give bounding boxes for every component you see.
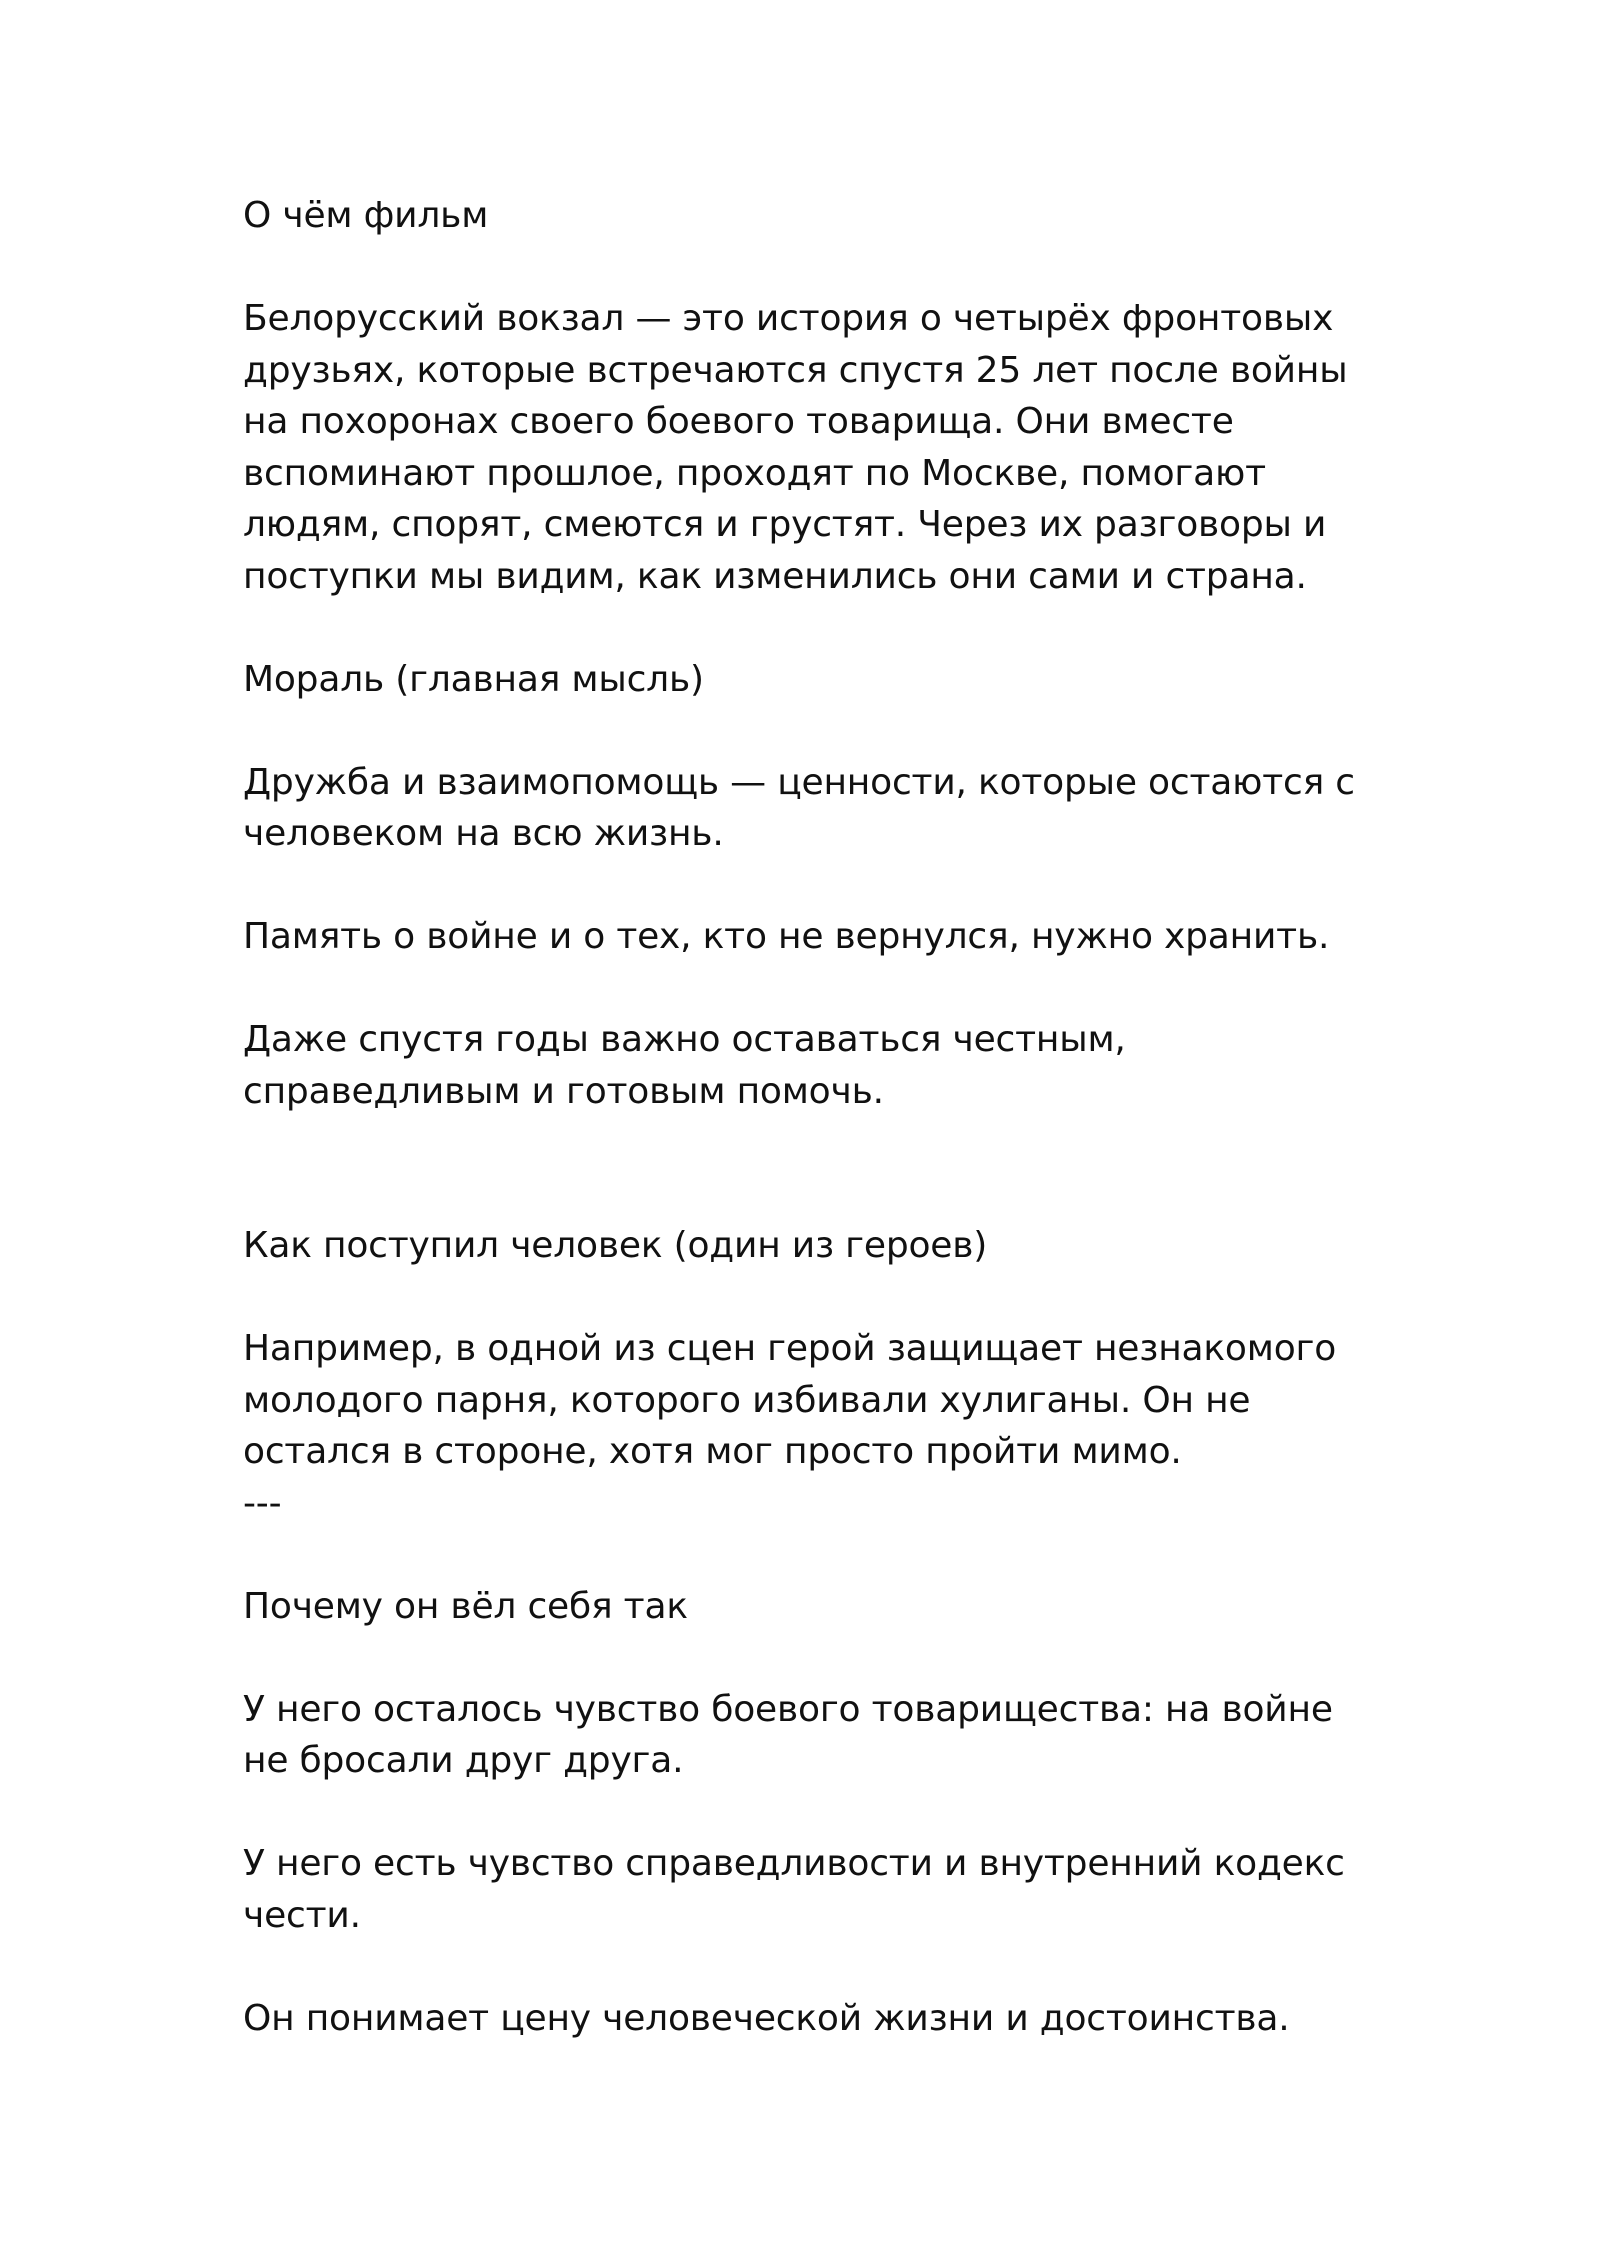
text-line: человеком на всю жизнь. (243, 813, 724, 854)
document-page (243, 190, 1393, 2096)
text-line: на похоронах своего боевого товарища. Они вместе (243, 401, 1234, 442)
paragraph-moral-3 (243, 1014, 1393, 1117)
heading-why-he-acted: Почему он вёл себя так (243, 1585, 688, 1627)
text-line: чести. (243, 1894, 361, 1936)
section-heading (243, 1581, 1393, 1633)
paragraph-moral-2 (243, 911, 1393, 963)
heading-what-the-film-is-about: О чём фильм (243, 195, 489, 236)
text-line: Он понимает цену человеческой жизни и достоинства. (243, 1997, 1290, 2039)
text-line: Даже спустя годы важно оставаться честным, (243, 1019, 1126, 1060)
text-line: Белорусский вокзал — это история о четырёх фронтовых (243, 298, 1334, 339)
paragraph-reason-1 (243, 1684, 1393, 1787)
text-line: не бросали друг друга. (243, 1740, 684, 1781)
text-line: Дружба и взаимопомощь — ценности, которые остаются с (243, 761, 1355, 803)
section-heading (243, 190, 1393, 242)
section-heading (243, 654, 1393, 706)
paragraph-hero-action (243, 1323, 1393, 1529)
text-line: У него есть чувство справедливости и внутренний кодекс (243, 1843, 1345, 1884)
heading-how-hero-acted: Как поступил человек (один из героев) (243, 1225, 988, 1266)
paragraph-reason-2 (243, 1838, 1393, 1941)
section-heading (243, 1220, 1393, 1272)
text-line: людям, спорят, смеются и грустят. Через их разговоры и (243, 504, 1327, 545)
paragraph-moral-1 (243, 757, 1393, 860)
text-line: Например, в одной из сцен герой защищает незнакомого (243, 1328, 1337, 1369)
paragraph-plot (243, 293, 1393, 602)
text-line: друзьях, которые встречаются спустя 25 лет после войны (243, 349, 1348, 391)
text-line: Память о войне и о тех, кто не вернулся, нужно хранить. (243, 916, 1330, 957)
text-line: остался в стороне, хотя мог просто пройти мимо. (243, 1431, 1182, 1472)
text-line: У него осталось чувство боевого товарищества: на войне (243, 1688, 1333, 1730)
paragraph-reason-3 (243, 1993, 1393, 2045)
text-line: поступки мы видим, как изменились они сами и страна. (243, 555, 1307, 597)
text-line: вспоминают прошлое, проходят по Москве, помогают (243, 452, 1266, 494)
text-line: молодого парня, которого избивали хулиганы. Он не (243, 1379, 1251, 1421)
separator-text: --- (243, 1482, 282, 1524)
heading-moral: Мораль (главная мысль) (243, 658, 704, 700)
text-line: справедливым и готовым помочь. (243, 1070, 884, 1112)
